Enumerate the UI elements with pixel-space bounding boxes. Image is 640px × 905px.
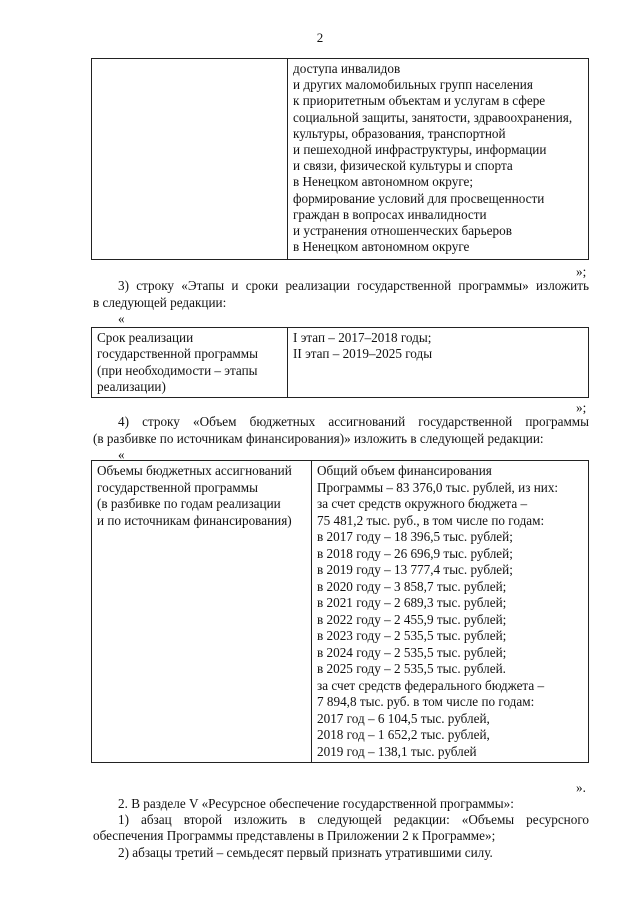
cell-text-line: (в разбивке по годам реализации: [97, 496, 281, 511]
cell-text-line: граждан в вопросах инвалидности: [293, 206, 487, 222]
item3-text-line1: 3) строку «Этапы и сроки реализации государственной программы» изложить: [118, 278, 589, 293]
cell-text-line: (при необходимости – этапы: [97, 362, 258, 378]
table-continuation: [91, 58, 589, 260]
table-cell-right: [288, 328, 589, 398]
cell-text-line: в Ненецком автономном округе: [293, 239, 470, 255]
cell-text-line: и по источникам финансирования): [97, 512, 292, 528]
item3-text-line2: в следующей редакции:: [93, 295, 227, 310]
section2-text-line2: 1) абзац второй изложить в следующей редакции: «Объемы ресурсного: [118, 812, 589, 827]
open-quote-mark: «: [118, 311, 125, 326]
cell-text-line: и устранения отношенческих барьеров: [293, 223, 512, 239]
cell-text-line: к приоритетным объектам и услугам в сфере: [293, 93, 546, 109]
open-quote-mark: «: [118, 447, 125, 462]
cell-text-line: реализации): [97, 378, 166, 394]
table-stages: [91, 327, 589, 398]
cell-text-line: государственной программы: [97, 346, 258, 362]
table-budget: [91, 460, 589, 763]
cell-text-line: II этап – 2019–2025 годы: [293, 346, 433, 362]
table-cell-right: [288, 59, 589, 260]
cell-text-line: в 2021 году – 2 689,3 тыс. рублей;: [317, 595, 507, 610]
table-row: [92, 328, 589, 398]
cell-text-line: в 2024 году – 2 535,5 тыс. рублей;: [317, 644, 507, 660]
cell-text-line: и других маломобильных групп населения: [293, 77, 533, 93]
cell-text-line: 7 894,8 тыс. руб. в том числе по годам:: [317, 694, 535, 709]
item4-text-line2: (в разбивке по источникам финансирования)» изложить в следующей редакции:: [93, 431, 544, 446]
cell-text-line: и связи, физической культуры и спорта: [293, 158, 513, 174]
close-quote-mark: ».: [576, 780, 586, 795]
cell-text-line: за счет средств окружного бюджета –: [317, 496, 528, 511]
cell-text-line: Объемы бюджетных ассигнований: [97, 463, 292, 478]
cell-text-line: социальной защиты, занятости, здравоохранения,: [293, 109, 573, 125]
cell-text-line: формирование условий для просвещенности: [293, 190, 545, 206]
section2-text-line3: обеспечения Программы представлены в Приложении 2 к Программе»;: [93, 828, 496, 843]
cell-text-line: в Ненецком автономном округе;: [293, 174, 474, 190]
page-number: 2: [316, 30, 324, 45]
cell-text-line: в 2025 году – 2 535,5 тыс. рублей.: [317, 661, 506, 676]
table-row: [92, 461, 589, 763]
cell-text-line: 75 481,2 тыс. руб., в том числе по годам:: [317, 512, 545, 528]
cell-text-line: в 2019 году – 13 777,4 тыс. рублей;: [317, 562, 513, 577]
cell-text-line: и пешеходной инфраструктуры, информации: [293, 142, 547, 158]
table-cell-left: [92, 328, 288, 398]
table-row: [92, 59, 589, 260]
cell-text-line: в 2018 году – 26 696,9 тыс. рублей;: [317, 545, 513, 561]
cell-text-line: Срок реализации: [97, 330, 194, 345]
cell-text-line: Программы – 83 376,0 тыс. рублей, из них:: [317, 479, 559, 495]
close-quote-mark: »;: [576, 400, 587, 415]
cell-text-line: в 2017 году – 18 396,5 тыс. рублей;: [317, 529, 513, 544]
cell-text-line: 2018 год – 1 652,2 тыс. рублей,: [317, 727, 490, 742]
table-cell-right: [312, 461, 589, 763]
cell-text-line: в 2023 году – 2 535,5 тыс. рублей;: [317, 628, 507, 643]
section2-text-line4: 2) абзацы третий – семьдесят первый признать утратившими силу.: [118, 845, 493, 860]
cell-text-line: за счет средств федерального бюджета –: [317, 677, 545, 693]
cell-text-line: Общий объем финансирования: [317, 463, 492, 478]
cell-text-line: культуры, образования, транспортной: [293, 125, 506, 141]
cell-text-line: в 2020 году – 3 858,7 тыс. рублей;: [317, 578, 507, 594]
table-cell-left: [92, 59, 288, 260]
table-cell-left: [92, 461, 312, 763]
cell-text-line: I этап – 2017–2018 годы;: [293, 330, 432, 345]
cell-text-line: 2017 год – 6 104,5 тыс. рублей,: [317, 710, 490, 726]
cell-text-line: государственной программы: [97, 479, 258, 495]
item4-text-line1: 4) строку «Объем бюджетных ассигнований государственной программы: [118, 414, 589, 429]
cell-text-line: доступа инвалидов: [293, 61, 401, 76]
section2-text-line1: 2. В разделе V «Ресурсное обеспечение государственной программы»:: [118, 796, 514, 811]
cell-text-line: 2019 год – 138,1 тыс. рублей: [317, 743, 477, 759]
close-quote-mark: »;: [576, 264, 587, 279]
cell-text-line: в 2022 году – 2 455,9 тыс. рублей;: [317, 611, 507, 627]
